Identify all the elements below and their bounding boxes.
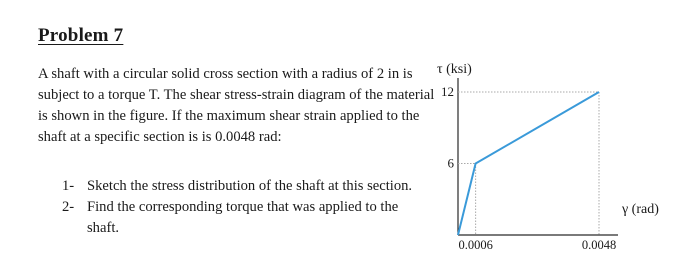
guide-lines [458,92,599,235]
x-tick-label: 0.0006 [458,238,493,252]
problem-title: Problem 7 [38,25,124,46]
task-text: Find the corresponding torque that was applied to the shaft. [87,199,399,236]
task-number: 1- [62,178,75,194]
task-number: 2- [62,199,75,215]
y-tick-labels [441,84,455,171]
y-tick-label: 12 [441,84,454,99]
y-axis-label: τ (ksi) [437,62,472,77]
stress-strain-curve [458,92,599,235]
problem-statement-text: A shaft with a circular solid cross section with a radius of 2 in is subject to a torque T. The shear stress-strain diagram of the material is shown in the figure. If the maximum shear strain applied to the shaft at a specific section is is 0.0048 rad: [38,66,435,145]
x-tick-label: 0.0048 [581,238,617,252]
y-tick-label: 6 [447,155,454,171]
x-tick-labels [458,238,616,252]
task-text: Sketch the stress distribution of the shaft at this section. [87,178,413,194]
x-axis-label: γ (rad) [622,202,659,217]
